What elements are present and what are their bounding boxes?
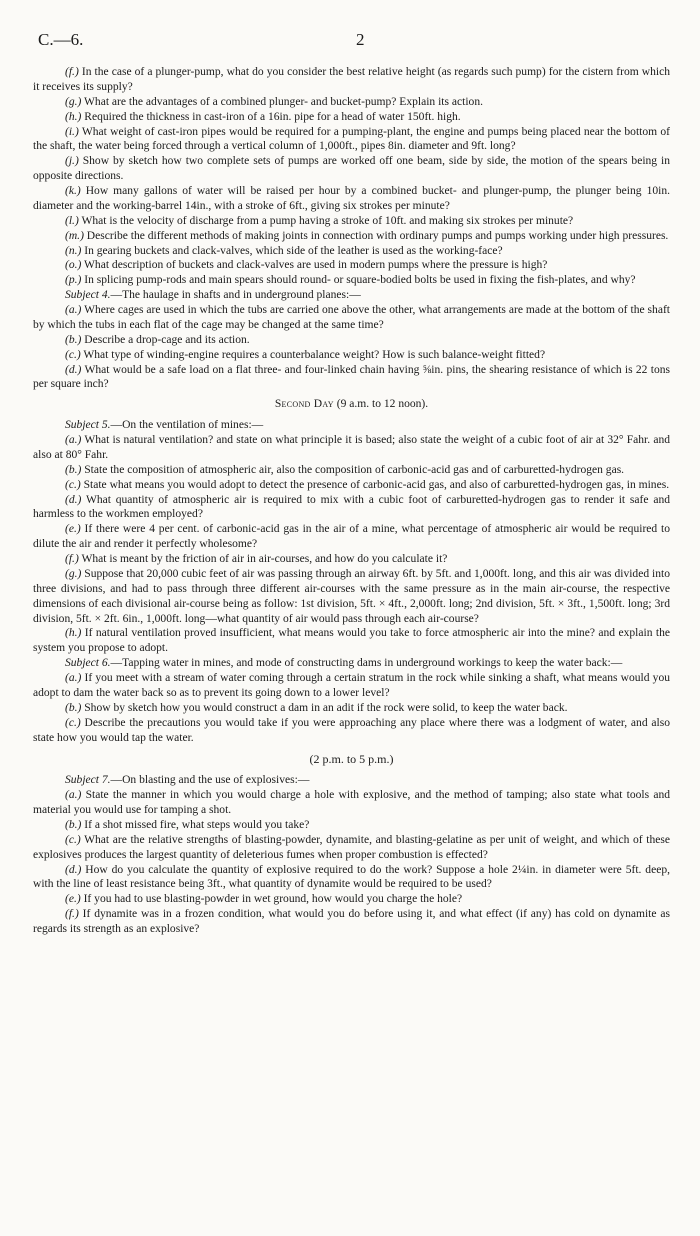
question-label: (i.) [65,125,79,138]
question-item [33,244,670,259]
question-label: (b.) [65,701,82,714]
subject-7-section [33,773,670,937]
question-item [33,788,670,818]
question-text: How many gallons of water will be raised per hour by a combined bucket- and plunger-pump, the plunger being 10in. diameter and the working-barrel 14in., with a stroke of 6ft., giving six strokes per minute? [33,185,670,212]
page-number: 2 [356,30,365,49]
question-item [33,273,670,288]
question-label: (c.) [65,833,81,846]
subject-label: Subject 4. [65,289,111,302]
question-label: (d.) [65,493,82,506]
question-item [33,463,670,478]
question-item [33,433,670,463]
question-text: Describe the different methods of making joints in connection with ordinary pumps and pumps working under high pressures. [83,229,669,242]
question-text: In splicing pump-rods and main spears should round- or square-bodied bolts be used in fixing the fish-plates, and why? [81,274,636,287]
question-item [33,818,670,833]
question-item [33,626,670,656]
question-label: (g.) [65,95,82,108]
question-item [33,65,670,95]
question-label: (f.) [65,908,79,921]
subject-title: —On blasting and the use of explosives:— [110,774,310,787]
question-label: (k.) [65,185,81,197]
question-label: (o.) [65,259,82,272]
question-text: If there were 4 per cent. of carbonic-acid gas in the air of a mine, what percentage of atmospheric air would be required to dilute the air and render it perfectly wholesome? [33,523,670,551]
question-text: What type of winding-engine requires a counterbalance weight? How is such balance-weight fitted? [80,348,546,361]
question-item [33,184,670,214]
question-item [33,110,670,125]
question-item [33,154,670,184]
question-item [33,303,670,333]
question-item [33,701,670,716]
question-text: What is natural ventilation? and state on what principle it is based; also state the weight of a cubic foot of air at 32° Fahr. and also at 80° Fahr. [33,434,670,461]
question-text: In the case of a plunger-pump, what do you consider the best relative height (as regards such pump) for the cistern from which it receives its supply? [33,66,670,93]
question-text: State the composition of atmospheric air, also the composition of carbonic-acid gas and of carburetted-hydrogen gas. [81,463,625,476]
subject-title: —Tapping water in mines, and mode of constructing dams in underground workings to keep the water back:— [110,657,623,670]
question-item [33,363,670,393]
question-label: (m.) [65,229,84,242]
question-label: (h.) [65,110,82,123]
question-label: (f.) [65,66,79,78]
subject-heading [33,773,670,788]
question-item [33,552,670,567]
question-label: (n.) [65,244,82,257]
subject-heading [33,288,670,303]
day-label: Second Day [274,398,334,411]
question-text: Describe the precautions you would take if you were approaching any place where there was a lodgment of water, and also state how you would tap the water. [33,716,670,744]
question-text: State the manner in which you would charge a hole with explosive, and the method of tamping; also state what tools and material you would use for tamping a shot. [33,789,670,816]
question-text: Suppose that 20,000 cubic feet of air was passing through an airway 6ft. by 5ft. and 1,000ft. long, and this air was divided into three divisions, and had to pass through three different air-courses with the same pressure as in the main air-course, the respective dimensions of each divisional air-course being as follow: 1st division, 5ft. × 4ft., 2,000ft. long; 2nd division, 5ft. × 3ft., 1,500ft. long; 3rd division, 5ft. × 2ft. 6in., 1,000ft. long—what quantity of air would pass through each air-course? [33,567,670,625]
afternoon-session-heading: (2 p.m. to 5 p.m.) [309,752,394,767]
subject-heading [33,418,670,433]
question-item [33,671,670,701]
question-text: Show by sketch how you would construct a dam in an adit if the rock were solid, to keep the water back. [81,701,568,714]
question-text: What is meant by the friction of air in air-courses, and how do you calculate it? [78,553,448,565]
question-item [33,348,670,363]
page-header [38,30,660,52]
question-text: Describe a drop-cage and its action. [81,333,250,346]
question-item [33,892,670,907]
subject-3-questions [33,65,670,288]
question-label: (b.) [65,333,82,346]
question-label: (g.) [65,567,82,580]
question-label: (h.) [65,627,82,640]
subject-label: Subject 6. [65,657,111,670]
document-reference: C.—6. [38,30,84,49]
question-text: What quantity of atmospheric air is required to mix with a cubic foot of carburetted-hydrogen gas to render it safe and harmless to the workmen employed? [33,493,670,521]
question-item [33,833,670,863]
question-label: (c.) [65,716,81,729]
question-item [33,493,670,523]
question-text: How do you calculate the quantity of explosive required to do the work? Suppose a hole 2¼in. in diameter were 5ft. deep, with the line of least resistance being 3ft., what quantity of dynamite would be required to be used? [33,863,670,891]
question-label: (d.) [65,363,82,376]
question-item [33,567,670,627]
question-item [33,95,670,110]
question-label: (c.) [65,348,81,361]
question-label: (a.) [65,789,82,802]
question-label: (d.) [65,863,82,876]
question-item [33,125,670,155]
question-text: What are the advantages of a combined plunger- and bucket-pump? Explain its action. [81,95,483,108]
question-text: Show by sketch how two complete sets of pumps are worked off one beam, side by side, the motion of the spears being in opposite directions. [33,155,670,183]
question-label: (p.) [65,274,82,287]
question-item [33,258,670,273]
subject-6-section [33,656,670,745]
question-text: What weight of cast-iron pipes would be required for a pumping-plant, the engine and pumps being placed near the bottom of the shaft, the water being forced through a vertical column of 1,000ft., pipes 8in. diameter and 9ft. long? [33,125,670,153]
question-text: What is the velocity of discharge from a pump having a stroke of 10ft. and making six strokes per minute? [78,214,574,227]
subject-heading [33,656,670,671]
question-text: If natural ventilation proved insufficient, what means would you take to force atmospheric air into the mine? and explain the system you propose to adopt. [33,627,670,655]
question-label: (l.) [65,214,79,227]
question-label: (b.) [65,818,82,831]
question-item [33,863,670,893]
question-text: Where cages are used in which the tubs are carried one above the other, what arrangements are made at the bottom of the shaft by which the tubs in each flat of the cage may be changed at the same time? [33,304,670,331]
question-text: What are the relative strengths of blasting-powder, dynamite, and blasting-gelatine as per unit of weight, and which of these explosives produces the largest quantity of deleterious fumes when proper combustion is effected? [33,833,670,861]
question-label: (a.) [65,304,82,316]
question-item [33,229,670,244]
question-label: (a.) [65,672,82,684]
day-time: (9 a.m. to 12 noon). [333,398,429,411]
question-item [33,907,670,937]
subject-title: —The haulage in shafts and in underground planes:— [110,289,361,302]
question-item [33,478,670,493]
question-item [33,716,670,746]
question-text: What description of buckets and clack-valves are used in modern pumps where the pressure is high? [81,259,548,272]
subject-4-section [33,288,670,392]
exam-questions [33,65,670,937]
question-text: Required the thickness in cast-iron of a 16in. pipe for a head of water 150ft. high. [81,110,461,123]
question-text: If dynamite was in a frozen condition, what would you do before using it, and what effect (if any) has cold on dynamite as regards its strength as an explosive? [33,908,670,935]
question-text: In gearing buckets and clack-valves, which side of the leather is used as the working-face? [81,244,503,257]
question-label: (f.) [65,553,79,565]
subject-label: Subject 7. [65,774,111,787]
question-text: If you had to use blasting-powder in wet ground, how would you charge the hole? [80,893,463,906]
question-label: (a.) [65,434,82,446]
question-item [33,214,670,229]
subject-label: Subject 5. [65,419,111,432]
question-item [33,522,670,552]
subject-title: —On the ventilation of mines:— [110,419,264,432]
question-text: If a shot missed fire, what steps would you take? [81,818,310,831]
question-text: What would be a safe load on a flat three- and four-linked chain having ⅝in. pins, the shearing resistance of which is 22 tons per square inch? [33,363,670,391]
question-label: (c.) [65,478,81,491]
second-day-heading [33,397,670,412]
question-text: If you meet with a stream of water coming through a certain stratum in the rock while sinking a shaft, what means would you adopt to dam the water back so as to prevent its going down to a lower level? [33,672,670,699]
question-text: State what means you would adopt to detect the presence of carbonic-acid gas, and also of carburetted-hydrogen gas, in mines. [80,478,670,491]
question-label: (b.) [65,463,82,476]
question-label: (e.) [65,893,81,906]
subject-5-section [33,418,670,656]
question-item [33,333,670,348]
question-label: (e.) [65,523,81,536]
question-label: (j.) [65,155,79,168]
